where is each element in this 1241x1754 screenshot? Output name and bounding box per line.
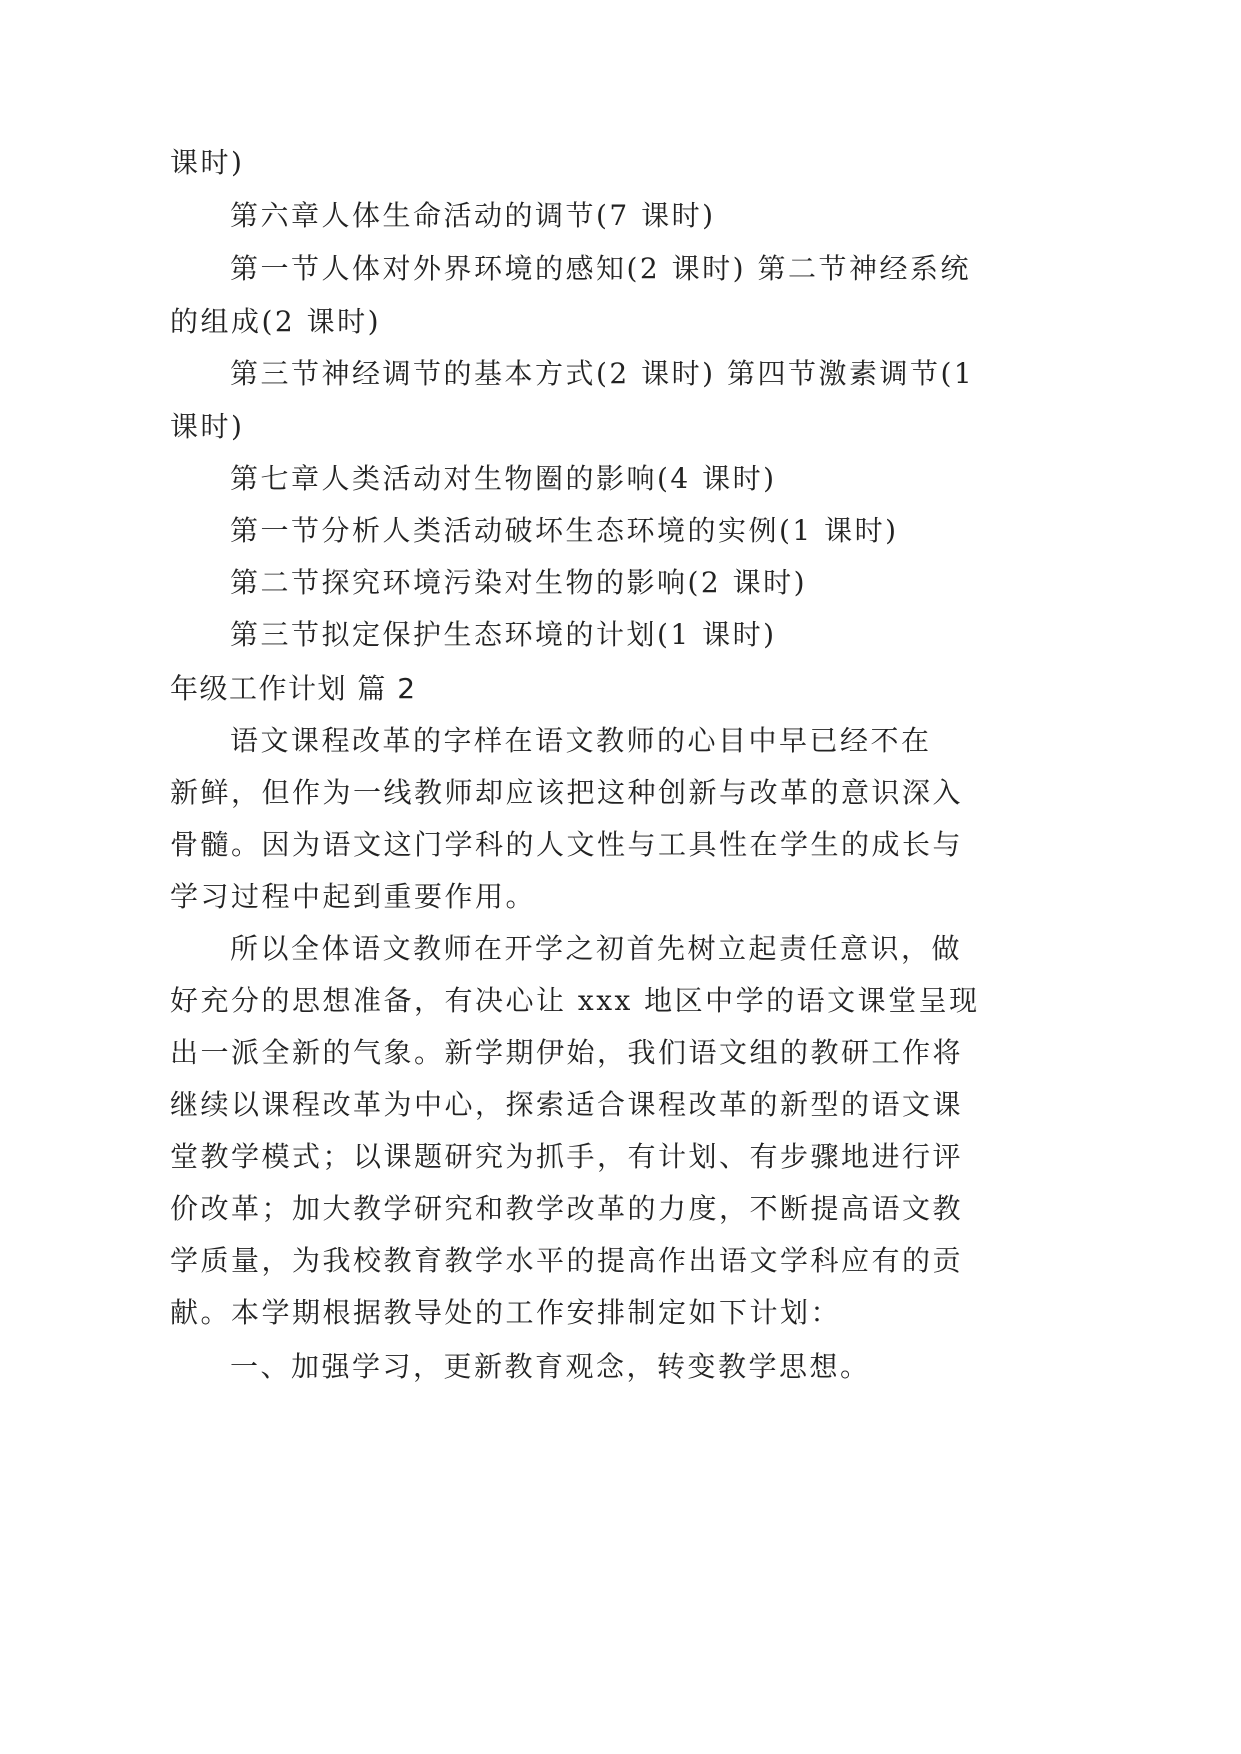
text-line: 第三节神经调节的基本方式(2 课时) 第四节激素调节(1 (230, 357, 975, 390)
chapter-heading: 第七章人类活动对生物圈的影响(4 课时) (230, 462, 777, 495)
paragraph-line: 骨髓。因为语文这门学科的人文性与工具性在学生的成长与 (170, 828, 964, 861)
chapter-heading: 第六章人体生命活动的调节(7 课时) (230, 199, 716, 232)
paragraph-line: 继续以课程改革为中心，探索适合课程改革的新型的语文课 (170, 1088, 964, 1121)
paragraph-line: 出一派全新的气象。新学期伊始，我们语文组的教研工作将 (170, 1036, 964, 1069)
paragraph-line: 学质量，为我校教育教学水平的提高作出语文学科应有的贡 (170, 1244, 964, 1277)
paragraph-line: 所以全体语文教师在开学之初首先树立起责任意识，做 (230, 932, 963, 965)
text-line: 课时) (170, 146, 245, 179)
text-line: 第二节探究环境污染对生物的影响(2 课时) (230, 566, 808, 599)
text-line: 的组成(2 课时) (170, 305, 382, 338)
paragraph-line: 学习过程中起到重要作用。 (170, 880, 537, 913)
paragraph-line: 献。本学期根据教导处的工作安排制定如下计划： (170, 1296, 842, 1329)
text-line: 第三节拟定保护生态环境的计划(1 课时) (230, 618, 777, 651)
text-line: 第一节人体对外界环境的感知(2 课时) 第二节神经系统 (230, 252, 971, 285)
paragraph-line: 价改革；加大教学研究和教学改革的力度，不断提高语文教 (170, 1192, 964, 1225)
paragraph-line: 好充分的思想准备，有决心让 xxx 地区中学的语文课堂呈现 (170, 984, 980, 1017)
paragraph-line: 堂教学模式；以课题研究为抓手，有计划、有步骤地进行评 (170, 1140, 964, 1173)
text-line: 第一节分析人类活动破坏生态环境的实例(1 课时) (230, 514, 899, 547)
section-heading: 年级工作计划 篇 2 (170, 672, 417, 705)
paragraph-line: 新鲜，但作为一线教师却应该把这种创新与改革的意识深入 (170, 776, 964, 809)
text-line: 课时) (170, 410, 245, 443)
paragraph-line: 语文课程改革的字样在语文教师的心目中早已经不在 (230, 724, 932, 757)
subsection-heading: 一、加强学习，更新教育观念，转变教学思想。 (230, 1350, 871, 1383)
